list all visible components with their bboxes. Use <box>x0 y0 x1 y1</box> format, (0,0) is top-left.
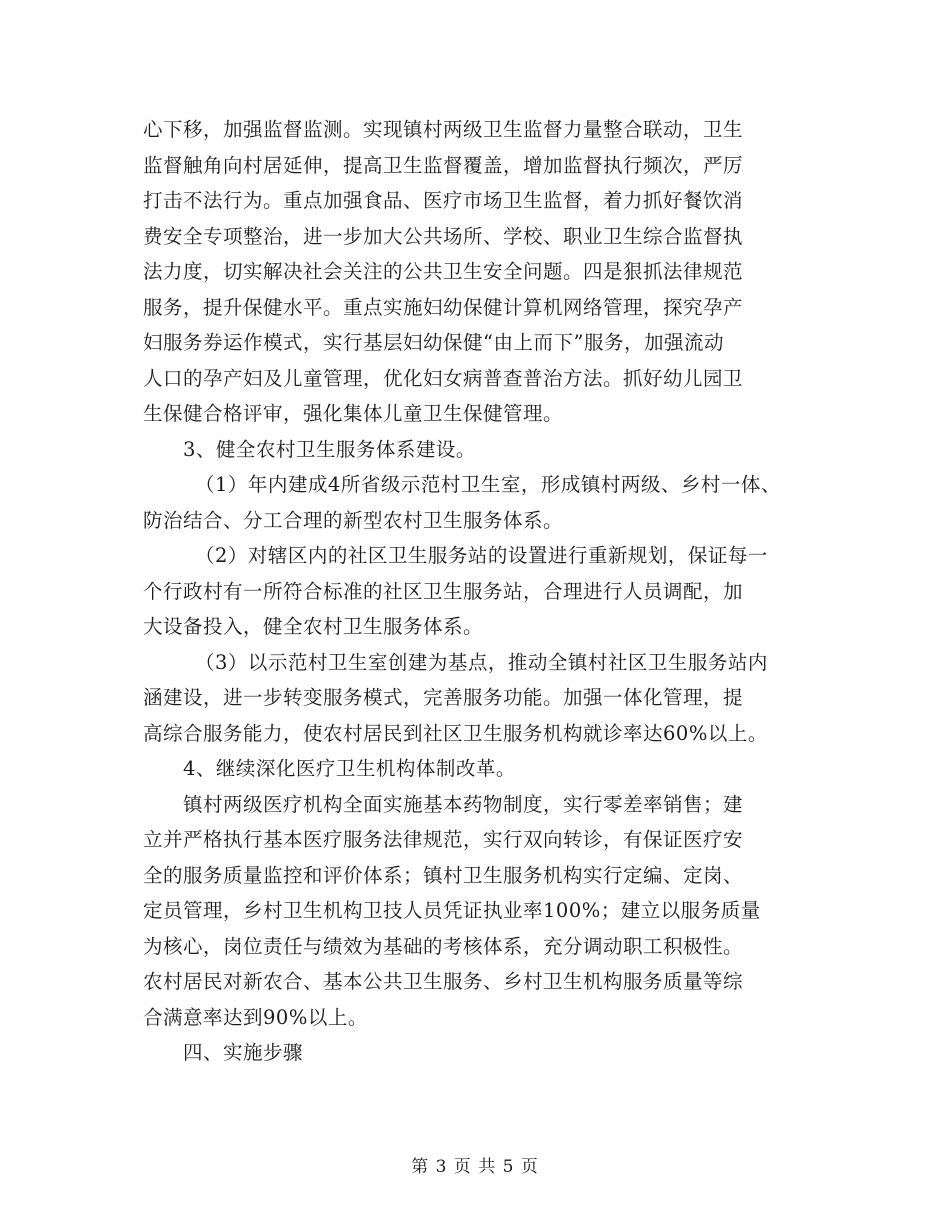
text-line: 服务，提升保健水平。重点实施妇幼保健计算机网络管理，探究孕产 <box>143 295 744 319</box>
text-line: 费安全专项整治，进一步加大公共场所、学校、职业卫生综合监督执 <box>143 224 744 248</box>
text-line: 打击不法行为。重点加强食品、医疗市场卫生监督，着力抓好餐饮消 <box>143 189 744 212</box>
text-line: 全的服务质量监控和评价体系；镇村卫生服务机构实行定编、定岗、 <box>143 863 744 887</box>
page-footer: 第 3 页 共 5 页 <box>411 1157 539 1177</box>
text-line: 法力度，切实解决社会关注的公共卫生安全问题。四是狠抓法律规范 <box>143 260 744 283</box>
text-line: 生保健合格评审，强化集体儿童卫生保健管理。 <box>143 402 564 425</box>
text-line: 涵建设，进一步转变服务模式，完善服务功能。加强一体化管理，提 <box>143 686 744 709</box>
text-line: 心下移，加强监督监测。实现镇村两级卫生监督力量整合联动，卫生 <box>143 118 744 141</box>
text-line: 合满意率达到90%以上。 <box>143 1005 368 1029</box>
text-line: 个行政村有一所符合标准的社区卫生服务站，合理进行人员调配，加 <box>143 579 744 603</box>
text-line: （1）年内建成4所省级示范村卫生室，形成镇村两级、乡村一体、 <box>195 473 781 496</box>
text-line: 大设备投入，健全农村卫生服务体系。 <box>143 615 484 638</box>
text-line: 妇服务券运作模式，实行基层妇幼保健“由上而下”服务，加强流动 <box>143 331 724 354</box>
text-line: （3）以示范村卫生室创建为基点，推动全镇村社区卫生服务站内 <box>195 650 768 674</box>
text-line: 农村居民对新农合、基本公共卫生服务、乡村卫生机构服务质量等综 <box>143 970 744 993</box>
text-line: 防治结合、分工合理的新型农村卫生服务体系。 <box>143 508 564 532</box>
text-line: 高综合服务能力，使农村居民到社区卫生服务机构就诊率达60%以上。 <box>143 721 768 745</box>
text-line: 4、继续深化医疗卫生机构体制改革。 <box>183 757 516 780</box>
text-line: 镇村两级医疗机构全面实施基本药物制度，实行零差率销售；建 <box>183 792 744 816</box>
text-line: 定员管理，乡村卫生机构卫技人员凭证执业率100%；建立以服务质量 <box>143 899 761 922</box>
document-body <box>143 112 823 1071</box>
text-line: （2）对辖区内的社区卫生服务站的设置进行重新规划，保证每一 <box>195 544 768 567</box>
text-line: 3、健全农村卫生服务体系建设。 <box>183 437 476 461</box>
text-line: 人口的孕产妇及儿童管理，优化妇女病普查普治方法。抓好幼儿园卫 <box>143 366 744 390</box>
text-line: 为核心，岗位责任与绩效为基础的考核体系，充分调动职工积极性。 <box>143 934 744 958</box>
text-line: 四、实施步骤 <box>183 1041 304 1064</box>
text-line: 立并严格执行基本医疗服务法律规范，实行双向转诊，有保证医疗安 <box>143 828 744 851</box>
text-line: 监督触角向村居延伸，提高卫生监督覆盖，增加监督执行频次，严厉 <box>143 153 744 177</box>
